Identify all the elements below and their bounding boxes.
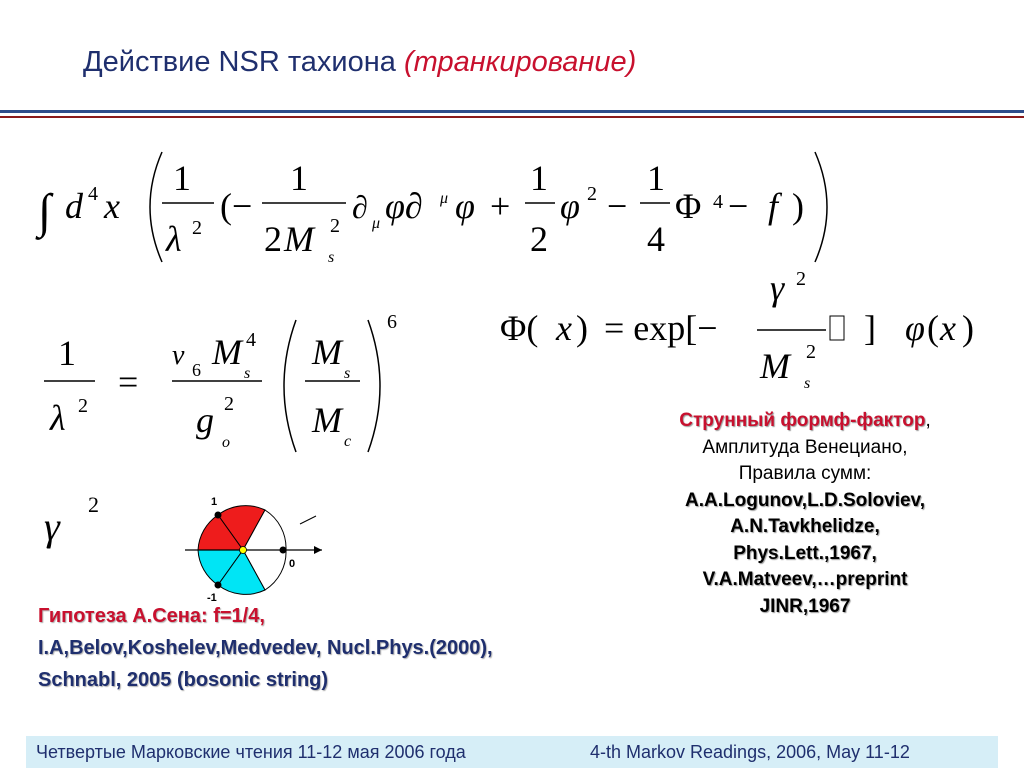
diagram-label-top: 1 [211,496,218,508]
svg-text:f: f [768,186,779,226]
svg-text:]: ] [864,308,876,348]
svg-text:1: 1 [647,158,665,198]
footer-right: 4-th Markov Readings, 2006, May 11-12 [590,742,910,762]
svg-text:∂: ∂ [352,189,368,225]
svg-text:−: − [607,186,628,226]
svg-text:(: ( [927,308,939,348]
svg-text:d: d [65,186,83,226]
svg-text:2: 2 [330,215,340,237]
lambda-equation [44,311,397,452]
svg-text:x: x [940,308,956,348]
hypothesis-block [38,600,493,696]
svg-text:2: 2 [530,219,548,259]
svg-text:): ) [792,186,804,226]
action-equation [35,152,827,266]
svg-text:s: s [344,365,351,382]
svg-text:1: 1 [530,158,548,198]
diagram-label-right: 0 [289,558,296,570]
svg-text:γ: γ [770,268,785,308]
svg-text:1: 1 [290,158,308,198]
svg-text:Φ(: Φ( [500,308,539,348]
hypothesis-ref-2: Schnabl, 2005 (bosonic string) [38,669,329,691]
svg-text:M: M [212,332,242,372]
phi-equation [500,268,974,392]
svg-text:4: 4 [713,191,723,213]
svg-text:M: M [312,332,342,372]
references-block: Струнный формф-фактор, Амплитуда Венециано, Правила сумм: A.A.Logunov,L.D.Soloviev, A.N.Tavkhelidze, Phys.Lett.,1967, V.A.Matveev,…preprint JINR,1967 [625,408,985,620]
footer-bar [26,736,998,768]
svg-text:2: 2 [264,219,282,259]
svg-text:2: 2 [192,217,202,239]
svg-text:M: M [284,219,314,259]
svg-text:γ: γ [44,504,60,549]
svg-text:φ: φ [455,186,475,226]
svg-text:v: v [172,340,185,371]
svg-text:φ∂: φ∂ [385,186,423,226]
svg-text:λ: λ [166,219,182,259]
phase-diagram [185,496,322,604]
svg-text:2: 2 [78,395,88,417]
svg-text:1: 1 [58,333,76,373]
svg-text:o: o [222,434,230,451]
svg-text:φ: φ [560,186,580,226]
gamma-squared [44,492,99,549]
svg-text:4: 4 [647,219,665,259]
svg-text:2: 2 [587,183,597,205]
svg-text:4: 4 [88,183,98,205]
ref-line: A.N.Tavkhelidze, [730,516,880,537]
ref-line: A.A.Logunov,L.D.Soloviev, [685,489,925,511]
svg-text:∫: ∫ [38,185,52,238]
svg-text:μ: μ [372,215,381,232]
svg-text:2: 2 [806,341,816,363]
ref-line: V.A.Matveev,…preprint [702,569,908,590]
svg-text:M: M [312,400,342,440]
svg-text:6: 6 [192,360,201,380]
svg-text:2: 2 [224,393,234,415]
svg-text:c: c [344,433,352,450]
svg-text:−: − [728,186,749,226]
veneziano-line: Амплитуда Венециано, [702,436,908,458]
sum-rules-line: Правила сумм: [738,463,872,484]
svg-text:φ: φ [905,308,925,348]
svg-text:(−: (− [220,186,253,226]
sen-hypothesis: Гипотеза А.Сена: f=1/4, [38,605,265,627]
svg-text:2: 2 [796,268,806,290]
footer-left: Четвертые Марковские чтения 11-12 мая 2006 года [36,742,466,762]
svg-text:s: s [244,365,251,382]
ref-line: Phys.Lett.,1967, [733,542,877,564]
svg-text:= exp[−: = exp[− [604,308,718,348]
title-highlight: (транкирование) [403,46,637,78]
ref-line: JINR,1967 [759,595,851,617]
svg-text:+: + [490,186,511,226]
svg-text:x: x [556,308,572,348]
svg-text:=: = [118,362,139,402]
svg-text:M: M [760,346,790,386]
svg-text:x: x [104,186,120,226]
svg-text:μ: μ [440,190,449,207]
svg-text:λ: λ [50,398,66,438]
svg-text:4: 4 [246,329,256,351]
hypothesis-ref-1: I.A,Belov,Koshelev,Medvedev, Nucl.Phys.(2000), [38,637,493,659]
svg-text:): ) [962,308,974,348]
slide-title: Действие NSR тахиона (транкирование) [83,46,637,78]
string-formfactor-label: Струнный формф-фактор [679,410,926,431]
svg-text:6: 6 [387,311,397,333]
svg-text:Φ: Φ [675,186,702,226]
svg-text:s: s [804,375,811,392]
diagram-label-bottom: -1 [207,592,217,604]
svg-text:1: 1 [173,158,191,198]
svg-text:2: 2 [88,492,99,517]
svg-text:g: g [196,400,214,440]
svg-text:s: s [328,249,335,266]
svg-text:): ) [576,308,588,348]
